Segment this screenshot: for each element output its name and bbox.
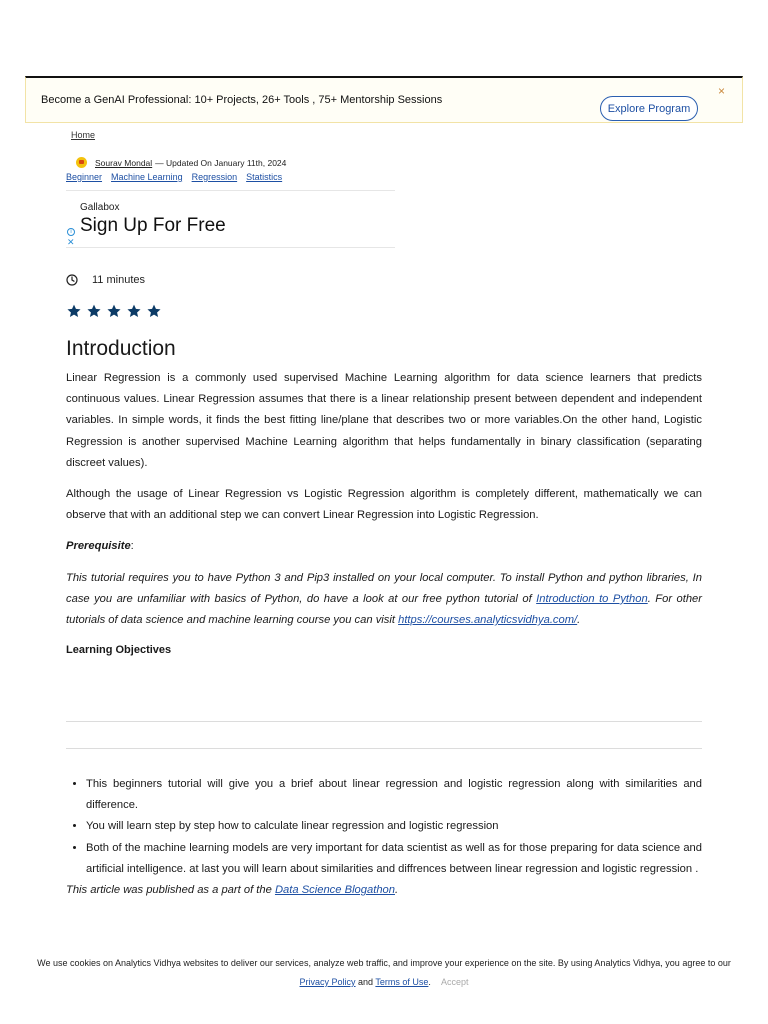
prerequisite-colon: : (130, 540, 134, 553)
ad-banner[interactable] (66, 190, 395, 248)
prerequisite-text-part: . For other tutorials of data science and machine learning course you can visit (66, 592, 703, 627)
courses-link[interactable]: https://courses.analyticsvidhya.com/ (398, 614, 578, 627)
updated-date: — Updated On January 11th, 2024 (155, 157, 287, 168)
prerequisite-text (66, 568, 702, 632)
breadcrumb-home-link[interactable]: Home (71, 130, 96, 140)
star-icon[interactable] (146, 303, 162, 319)
cookie-notice (30, 954, 738, 992)
paragraph: Linear Regression is a commonly used supervised Machine Learning algorithm for data science learners that predicts continuous values. Linear Regression assumes that there is a linear relationship present between dependent and independent variables. In simple words, it finds the best fitting line/plane that describes two or more variables.On the other hand, Logistic Regression is another supervised Machine Learning algorithm that helps fundamentally in binary classification (separating discreet values). (66, 372, 702, 469)
divider (66, 748, 702, 749)
promo-text: Become a GenAI Professional: 10+ Projects, 26+ Tools , 75+ Mentorship Sessions (41, 94, 443, 106)
publish-note-end: . (395, 884, 399, 897)
prerequisite-text-part: . (577, 614, 581, 627)
privacy-policy-link[interactable]: Privacy Policy (299, 977, 356, 987)
promo-banner (25, 76, 743, 123)
divider (66, 721, 702, 722)
close-icon[interactable]: × (718, 84, 726, 98)
publish-note-text: This article was published as a part of the (66, 884, 275, 897)
avatar (76, 157, 87, 168)
ad-close-icon[interactable]: ✕ (67, 237, 75, 247)
section-heading: Introduction (66, 337, 176, 360)
prerequisite-title: Prerequisite (66, 540, 131, 553)
tag-regression[interactable]: Regression (191, 172, 238, 182)
tag-machine-learning[interactable]: Machine Learning (111, 172, 183, 182)
ad-brand: Gallabox (80, 202, 120, 213)
learning-objectives-heading: Learning Objectives (66, 644, 172, 657)
list-item: • You will learn step by step how to calculate linear regression and logistic regression (86, 816, 702, 837)
star-icon[interactable] (106, 303, 122, 319)
accept-cookies-button[interactable]: Accept (440, 977, 469, 987)
list-item: • This beginners tutorial will give you a brief about linear regression and logistic regression along with similarities and difference. (86, 774, 702, 816)
star-icon[interactable] (66, 303, 82, 319)
blogathon-link[interactable]: Data Science Blogathon (274, 884, 395, 897)
objectives-list (66, 774, 702, 901)
author-row (76, 155, 286, 170)
tag-statistics[interactable]: Statistics (246, 172, 283, 182)
author-name-link[interactable]: Sourav Mondal (95, 157, 153, 168)
paragraph: Although the usage of Linear Regression vs Logistic Regression algorithm is completely different, mathematically we can observe that with an additional step we can convert Linear Regression into Logistic Regression. (66, 488, 702, 522)
tag-list (66, 172, 291, 182)
cookie-text: and (355, 977, 376, 987)
info-icon[interactable]: i (67, 228, 75, 236)
intro-python-link[interactable]: Introduction to Python (536, 592, 648, 605)
ad-headline[interactable]: Sign Up For Free (80, 215, 226, 236)
article-body (66, 368, 702, 671)
cookie-text: . (428, 977, 431, 987)
explore-program-button[interactable]: Explore Program (600, 96, 698, 121)
tag-beginner[interactable]: Beginner (66, 172, 103, 182)
terms-of-use-link[interactable]: Terms of Use (375, 977, 429, 987)
star-icon[interactable] (126, 303, 142, 319)
list-item: • Both of the machine learning models are very important for data scientist as well as for those preparing for data science and artificial intelligence. at last you will learn about similarities and diffrences between linear regression and logistic regression . (86, 838, 702, 880)
publish-note (66, 880, 702, 901)
prerequisite-text-part: This tutorial requires you to have Python 3 and Pip3 installed on your local computer. To install Python and python libraries, In case you are unfamiliar with basics of Python, do have a look at our free python tutorial of (66, 571, 702, 605)
rating-stars[interactable] (66, 303, 166, 319)
star-icon[interactable] (86, 303, 102, 319)
read-time-label: 11 minutes (92, 274, 145, 286)
cookie-text: We use cookies on Analytics Vidhya websites to deliver our services, analyze web traffic, and improve your experience on the site. By using Analytics Vidhya, you agree to our (37, 958, 731, 968)
clock-icon (66, 274, 78, 286)
read-time (66, 274, 145, 286)
prerequisite-label (66, 536, 702, 557)
